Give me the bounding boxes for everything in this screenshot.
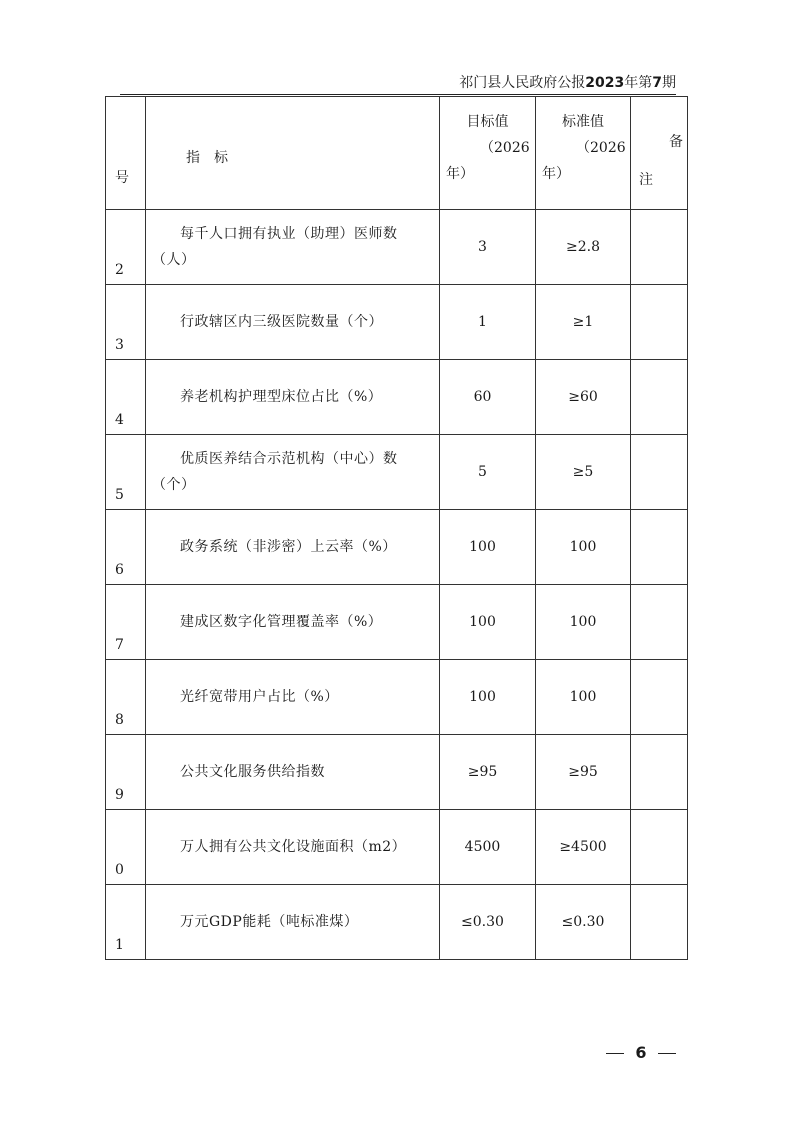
header-note	[631, 97, 688, 210]
cell-standard: ≥5	[536, 435, 631, 510]
header-target-year: 2026	[494, 140, 530, 156]
cell-standard: ≥4500	[536, 810, 631, 885]
header-standard-year-suffix: 年）	[542, 166, 570, 182]
cell-note	[631, 510, 688, 585]
footer-dash-right	[658, 1053, 676, 1054]
cell-target: 1	[440, 285, 536, 360]
table-row	[106, 735, 688, 810]
cell-no: 3	[106, 285, 146, 360]
table-row	[106, 585, 688, 660]
cell-indicator: 养老机构护理型床位占比（%）	[146, 360, 440, 435]
cell-standard: 100	[536, 660, 631, 735]
header-standard	[536, 97, 631, 210]
cell-note	[631, 885, 688, 960]
cell-no: 7	[106, 585, 146, 660]
header-standard-paren: （	[576, 140, 590, 156]
header-target-label: 目标值	[466, 114, 509, 130]
cell-target: 100	[440, 510, 536, 585]
table-row	[106, 510, 688, 585]
cell-note	[631, 285, 688, 360]
header-standard-year: 2026	[590, 140, 626, 156]
cell-standard: 100	[536, 585, 631, 660]
cell-standard: ≥95	[536, 735, 631, 810]
cell-target: 60	[440, 360, 536, 435]
header-target	[440, 97, 536, 210]
cell-note	[631, 810, 688, 885]
header-note-2: 注	[639, 172, 653, 188]
cell-indicator: 政务系统（非涉密）上云率（%）	[146, 510, 440, 585]
table-header-row	[106, 97, 688, 210]
table-row	[106, 285, 688, 360]
cell-target: 5	[440, 435, 536, 510]
cell-target: ≥95	[440, 735, 536, 810]
cell-note	[631, 585, 688, 660]
cell-note	[631, 360, 688, 435]
page-footer	[606, 1042, 676, 1064]
indicator-table	[105, 96, 688, 960]
cell-no: 5	[106, 435, 146, 510]
header-target-year-suffix: 年）	[446, 166, 474, 182]
cell-note	[631, 735, 688, 810]
cell-indicator: 每千人口拥有执业（助理）医师数（人）	[146, 210, 440, 285]
cell-no: 2	[106, 210, 146, 285]
publication-year: 2023	[585, 75, 625, 91]
publication-post: 期	[662, 75, 676, 91]
cell-target: 100	[440, 585, 536, 660]
publication-issue: 7	[652, 75, 662, 91]
cell-no: 4	[106, 360, 146, 435]
table-row	[106, 660, 688, 735]
header-target-paren: （	[480, 140, 494, 156]
header-note-1: 备	[669, 134, 683, 150]
cell-target: ≤0.30	[440, 885, 536, 960]
cell-standard: ≥1	[536, 285, 631, 360]
cell-no: 0	[106, 810, 146, 885]
publication-name: 祁门县人民政府公报	[459, 75, 586, 91]
cell-note	[631, 660, 688, 735]
cell-indicator: 行政辖区内三级医院数量（个）	[146, 285, 440, 360]
cell-indicator: 万元GDP能耗（吨标准煤）	[146, 885, 440, 960]
cell-no: 9	[106, 735, 146, 810]
table-row	[106, 810, 688, 885]
cell-target: 4500	[440, 810, 536, 885]
cell-target: 100	[440, 660, 536, 735]
cell-note	[631, 435, 688, 510]
cell-target: 3	[440, 210, 536, 285]
cell-standard: 100	[536, 510, 631, 585]
table-row	[106, 210, 688, 285]
header-indicator: 指 标	[146, 97, 440, 210]
cell-no: 6	[106, 510, 146, 585]
cell-indicator: 公共文化服务供给指数	[146, 735, 440, 810]
page-header	[120, 72, 676, 95]
table-row	[106, 360, 688, 435]
cell-indicator: 光纤宽带用户占比（%）	[146, 660, 440, 735]
table-row	[106, 435, 688, 510]
page-number: 6	[635, 1043, 647, 1062]
cell-indicator: 万人拥有公共文化设施面积（m2）	[146, 810, 440, 885]
footer-dash-left	[606, 1053, 624, 1054]
cell-no: 1	[106, 885, 146, 960]
cell-indicator: 建成区数字化管理覆盖率（%）	[146, 585, 440, 660]
header-no: 号	[106, 97, 146, 210]
cell-standard: ≥60	[536, 360, 631, 435]
cell-standard: ≤0.30	[536, 885, 631, 960]
cell-no: 8	[106, 660, 146, 735]
header-standard-label: 标准值	[562, 114, 604, 130]
cell-indicator: 优质医养结合示范机构（中心）数（个）	[146, 435, 440, 510]
cell-note	[631, 210, 688, 285]
publication-mid: 年第	[624, 75, 653, 91]
table-row	[106, 885, 688, 960]
cell-standard: ≥2.8	[536, 210, 631, 285]
